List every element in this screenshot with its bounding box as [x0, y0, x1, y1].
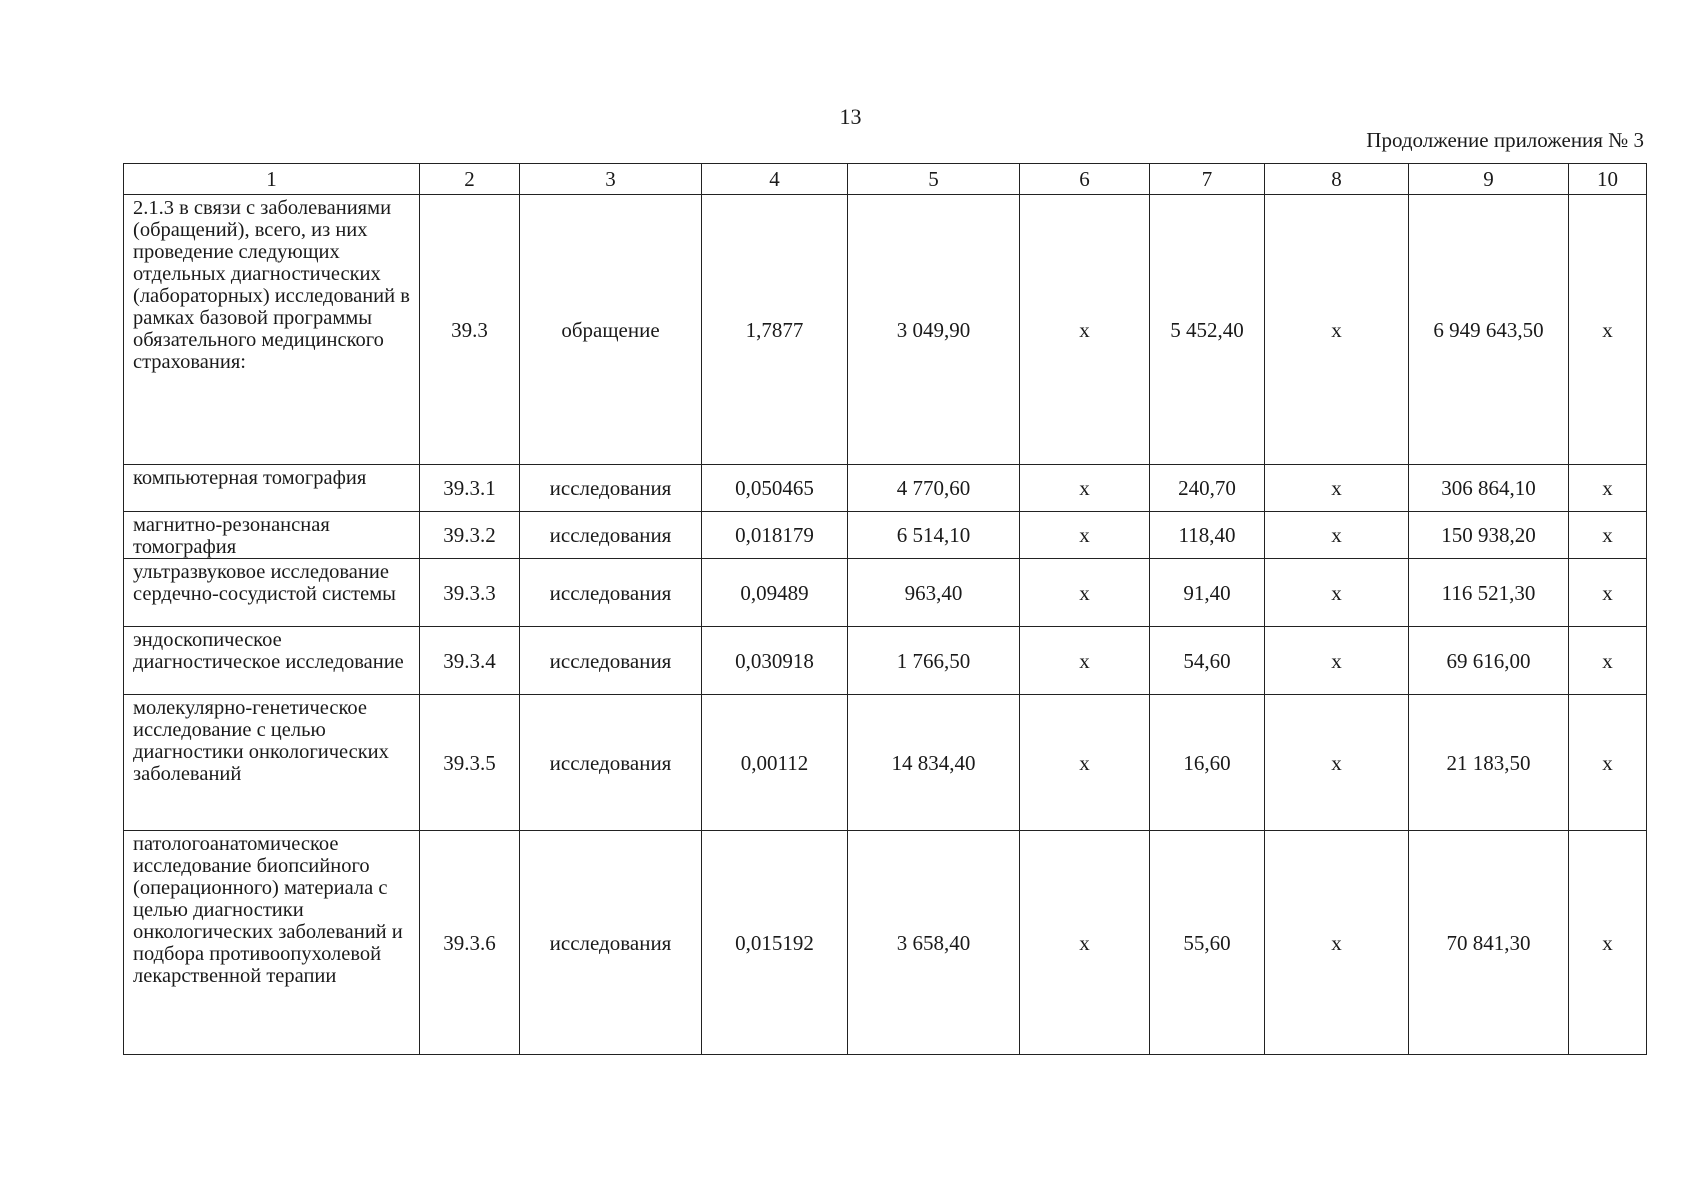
table-cell: х [1265, 831, 1409, 1055]
row-name-cell: патологоанатомическое исследование биопсийного (операционного) материала с целью диагностики онкологических заболеваний и подбора противоопухолевой лекарственной терапии [124, 831, 420, 1055]
column-header: 4 [702, 164, 848, 195]
column-header: 7 [1150, 164, 1265, 195]
row-unit-cell: исследования [520, 559, 702, 627]
table-cell: х [1020, 695, 1150, 831]
table-cell: 3 658,40 [848, 831, 1020, 1055]
table-cell: 3 049,90 [848, 195, 1020, 465]
table-cell: 16,60 [1150, 695, 1265, 831]
table-cell: 6 514,10 [848, 512, 1020, 559]
column-header: 9 [1409, 164, 1569, 195]
table-cell: 69 616,00 [1409, 627, 1569, 695]
row-code-cell: 39.3.5 [420, 695, 520, 831]
row-name-cell: 2.1.3 в связи с заболеваниями (обращений), всего, из них проведение следующих отдельных диагностических (лабораторных) исследований в рамках базовой программы обязательного медицинского страхования: [124, 195, 420, 465]
table-cell: х [1569, 627, 1647, 695]
table-cell: х [1569, 695, 1647, 831]
row-name-cell: компьютерная томография [124, 465, 420, 512]
table-cell: 91,40 [1150, 559, 1265, 627]
column-header: 6 [1020, 164, 1150, 195]
appendix-continuation-note: Продолжение приложения № 3 [1366, 128, 1644, 152]
table-cell: 6 949 643,50 [1409, 195, 1569, 465]
table-row [124, 831, 1647, 1055]
table-cell: 118,40 [1150, 512, 1265, 559]
table-cell: х [1569, 512, 1647, 559]
table-cell: 70 841,30 [1409, 831, 1569, 1055]
table-cell: х [1569, 559, 1647, 627]
row-unit-cell: обращение [520, 195, 702, 465]
row-unit-cell: исследования [520, 695, 702, 831]
table-cell: х [1020, 831, 1150, 1055]
table-cell: 306 864,10 [1409, 465, 1569, 512]
column-header: 8 [1265, 164, 1409, 195]
table-cell: х [1020, 195, 1150, 465]
row-name-cell: молекулярно-генетическое исследование с целью диагностики онкологических заболеваний [124, 695, 420, 831]
row-code-cell: 39.3 [420, 195, 520, 465]
table-cell: 963,40 [848, 559, 1020, 627]
table-cell: 55,60 [1150, 831, 1265, 1055]
table-row [124, 512, 1647, 559]
table-cell: х [1265, 465, 1409, 512]
table-cell: х [1020, 465, 1150, 512]
column-number-row [124, 164, 1647, 195]
table-cell: 0,018179 [702, 512, 848, 559]
table-cell: 4 770,60 [848, 465, 1020, 512]
table-cell: 5 452,40 [1150, 195, 1265, 465]
table-cell: х [1569, 195, 1647, 465]
table-cell: 0,050465 [702, 465, 848, 512]
table-cell: х [1265, 627, 1409, 695]
table-row [124, 695, 1647, 831]
table-cell: 14 834,40 [848, 695, 1020, 831]
row-unit-cell: исследования [520, 627, 702, 695]
table-cell: 0,09489 [702, 559, 848, 627]
table-cell: 240,70 [1150, 465, 1265, 512]
table-cell: 150 938,20 [1409, 512, 1569, 559]
column-header: 10 [1569, 164, 1647, 195]
table-row [124, 195, 1647, 465]
table-row [124, 627, 1647, 695]
table-cell: х [1265, 512, 1409, 559]
table-cell: х [1569, 465, 1647, 512]
table-cell: 0,015192 [702, 831, 848, 1055]
table-cell: х [1020, 559, 1150, 627]
row-name-cell: эндоскопическое диагностическое исследование [124, 627, 420, 695]
row-code-cell: 39.3.2 [420, 512, 520, 559]
table-cell: х [1020, 512, 1150, 559]
table-cell: 116 521,30 [1409, 559, 1569, 627]
row-code-cell: 39.3.1 [420, 465, 520, 512]
table-cell: х [1265, 195, 1409, 465]
row-name-cell: магнитно-резонансная томография [124, 512, 420, 559]
row-code-cell: 39.3.3 [420, 559, 520, 627]
row-unit-cell: исследования [520, 831, 702, 1055]
table-row [124, 559, 1647, 627]
page-number: 13 [839, 104, 862, 129]
table-cell: 0,030918 [702, 627, 848, 695]
table-cell: 21 183,50 [1409, 695, 1569, 831]
row-code-cell: 39.3.4 [420, 627, 520, 695]
table-cell: 0,00112 [702, 695, 848, 831]
column-header: 5 [848, 164, 1020, 195]
column-header: 3 [520, 164, 702, 195]
row-code-cell: 39.3.6 [420, 831, 520, 1055]
table-cell: х [1265, 695, 1409, 831]
table-cell: 1 766,50 [848, 627, 1020, 695]
table-cell: 54,60 [1150, 627, 1265, 695]
table-cell: х [1569, 831, 1647, 1055]
table-cell: х [1265, 559, 1409, 627]
table-cell: х [1020, 627, 1150, 695]
row-unit-cell: исследования [520, 512, 702, 559]
row-unit-cell: исследования [520, 465, 702, 512]
table-cell: 1,7877 [702, 195, 848, 465]
row-name-cell: ультразвуковое исследование сердечно-сосудистой системы [124, 559, 420, 627]
column-header: 2 [420, 164, 520, 195]
table-row [124, 465, 1647, 512]
data-table [123, 163, 1647, 1055]
column-header: 1 [124, 164, 420, 195]
